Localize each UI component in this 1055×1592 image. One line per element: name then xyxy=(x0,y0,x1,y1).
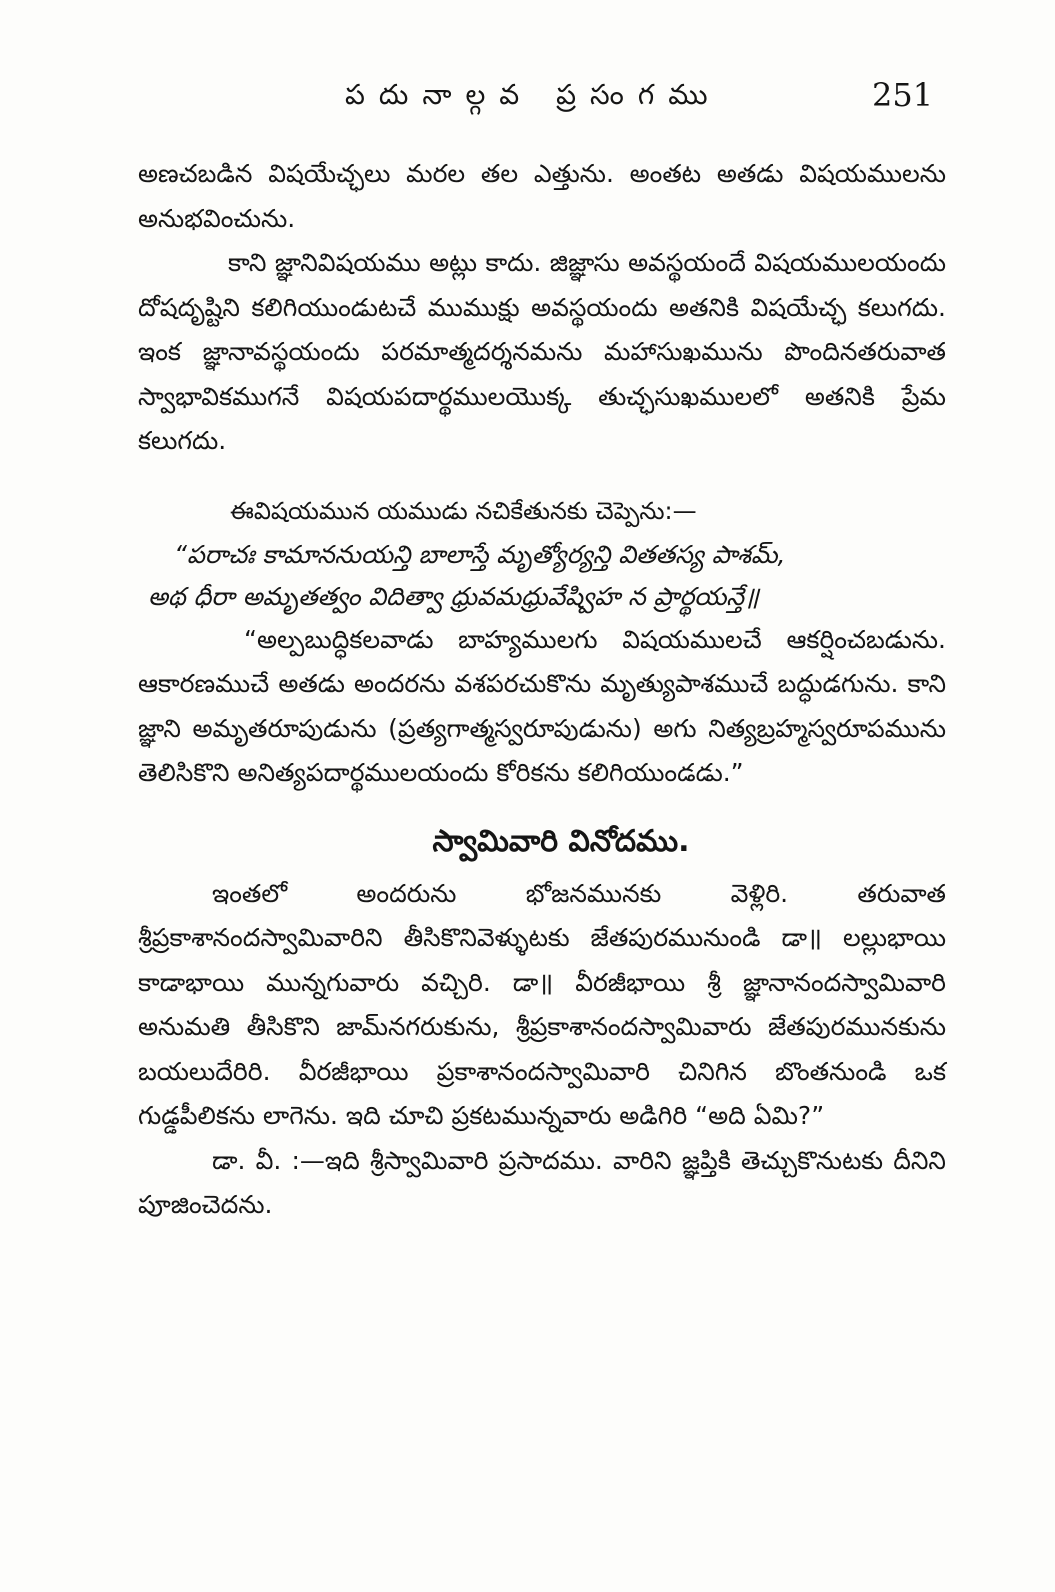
verse-line-1: “పరాచః కామాననుయన్తి బాలాస్తే మృత్యోర్యన్తి వితతస్య పాశమ్, xyxy=(174,539,786,569)
paragraph-jnani: కాని జ్ఞానివిషయము అట్లు కాదు. జిజ్ఞాసు అవస్థయందే విషయములయందు దోషదృష్టిని కలిగియుండుటచే ముముక్షు అవస్థయందు అతనికి విషయేచ్ఛ కలుగదు. ఇంక జ్ఞానావస్థయందు పరమాత్మదర్శనమను మహాసుఖమును పొందినతరువాత స్వాభావికముగనే విషయపదార్థములయొక్క తుచ్ఛసుఖములలో అతనికి ప్రేమ కలుగదు. xyxy=(138,248,946,455)
verse-line-2: అథ ధీరా అమృతత్వం విదిత్వా ధ్రువమధ్రువేష్విహ న ప్రార్థయన్తే॥ xyxy=(148,581,759,611)
page-number: 251 xyxy=(872,76,934,114)
paragraph-verse-meaning: “అల్పబుద్ధికలవాడు బాహ్యములగు విషయములచే ఆకర్షించబడును. ఆకారణముచే అతడు అందరను వశపరచుకొను మృత్యుపాశముచే బద్ధుడగును. కాని జ్ఞాని అమృతరూపుడును (ప్రత్యగాత్మస్వరూపుడును) అగు నిత్యబ్రహ్మస్వరూపమును తెలిసికొని అనిత్యపదార్థములయందు కోరికను కలిగియుండడు.” xyxy=(138,624,946,787)
running-head-title: పదునాల్గవ ప్రసంగము xyxy=(345,78,722,111)
section-title: స్వామివారి వినోదము. xyxy=(432,823,690,859)
paragraph-narrative: ఇంతలో అందరును భోజనమునకు వెళ్లిరి. తరువాత శ్రీప్రకాశానందస్వామివారిని తీసికొనివెళ్ళుటకు జేతపురమునుండి డా॥ లల్లుభాయి కాడాభాయి మున్నగువారు వచ్చిరి. డా॥ వీరజీభాయి శ్రీ జ్ఞానానందస్వామివారి అనుమతి తీసికొని జామ్‌నగరుకును, శ్రీప్రకాశానందస్వామివారు జేతపురమునకును బయలుదేరిరి. వీరజీభాయి ప్రకాశానందస్వామివారి చినిగిన బొంతనుండి ఒక గుడ్డపీలికను లాగెను. ఇది చూచి ప్రకటమున్నవారు అడిగిరి “అది ఏమి?” xyxy=(138,878,946,1130)
body-text xyxy=(138,152,946,1228)
verse-intro: ఈవిషయమున యముడు నచికేతునకు చెప్పెను:— xyxy=(230,496,697,525)
paragraph-continuation: అణచబడిన విషయేచ్ఛలు మరల తల ఎత్తును. అంతట అతడు విషయములను అనుభవించును. xyxy=(138,159,946,233)
paragraph-dialogue: డా. వీ. :—ఇది శ్రీస్వామివారి ప్రసాదము. వారిని జ్ఞప్తికి తెచ్చుకొనుటకు దీనిని పూజించెదను. xyxy=(138,1145,946,1219)
